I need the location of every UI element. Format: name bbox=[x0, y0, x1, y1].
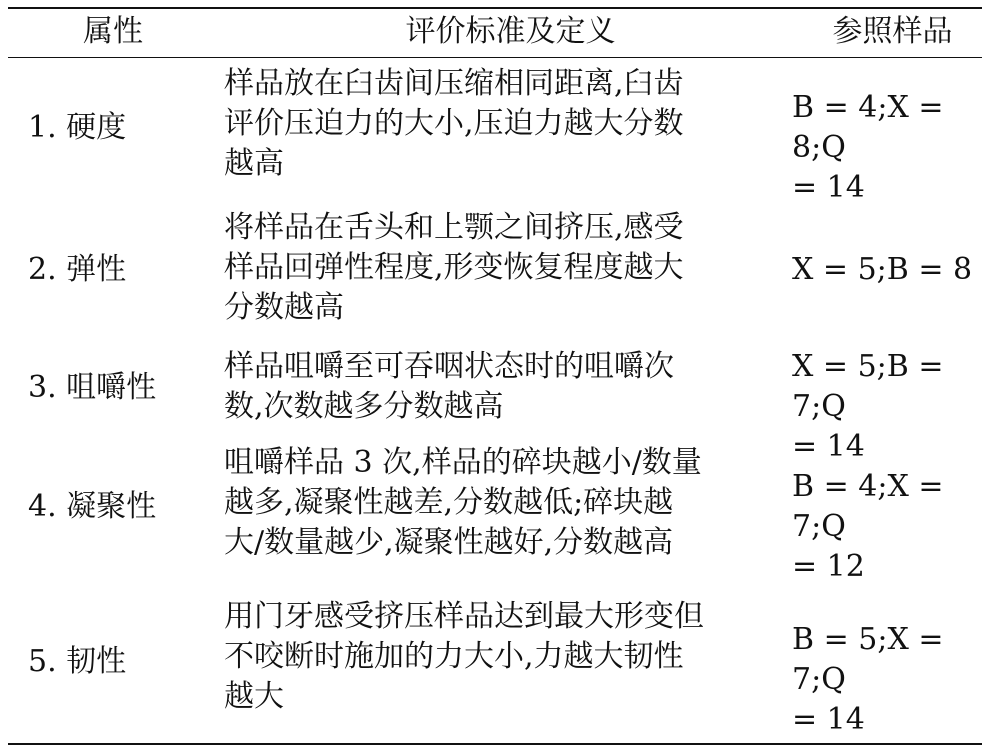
definition-line: 评价压迫力的大小,压迫力越大分数 bbox=[224, 106, 684, 141]
reference-line: = 12 bbox=[792, 549, 865, 584]
definition-cell bbox=[224, 597, 784, 717]
reference-line: B = 4;X = 7;Q bbox=[792, 469, 944, 544]
reference-cell bbox=[792, 467, 982, 587]
table-bottom-rule bbox=[8, 743, 982, 745]
definition-line: 将样品在舌头和上颚之间挤压,感受 bbox=[224, 210, 684, 245]
header-reference: 参照样品 bbox=[832, 14, 953, 49]
definition-line: 不咬断时施加的力大小,力越大韧性 bbox=[224, 639, 684, 674]
definition-line: 用门牙感受挤压样品达到最大形变但 bbox=[224, 599, 704, 634]
definition-line: 样品放在臼齿间压缩相同距离,臼齿 bbox=[224, 66, 684, 101]
definition-cell bbox=[224, 208, 784, 328]
table-top-rule bbox=[8, 7, 982, 9]
definition-line: 分数越高 bbox=[224, 290, 344, 325]
definition-cell bbox=[224, 347, 784, 427]
definition-cell bbox=[224, 64, 784, 184]
definition-line: 咀嚼样品 3 次,样品的碎块越小/数量 bbox=[224, 445, 702, 480]
reference-line: = 14 bbox=[792, 702, 865, 737]
header-definition: 评价标准及定义 bbox=[405, 14, 616, 49]
reference-cell bbox=[792, 250, 982, 290]
reference-cell bbox=[792, 88, 982, 208]
definition-line: 越多,凝聚性越差,分数越低;碎块越 bbox=[224, 485, 674, 520]
definition-line: 样品咀嚼至可吞咽状态时的咀嚼次 bbox=[224, 349, 674, 384]
reference-cell bbox=[792, 347, 982, 467]
reference-line: B = 5;X = 7;Q bbox=[792, 622, 944, 697]
definition-cell bbox=[224, 443, 784, 563]
header-attribute: 属性 bbox=[83, 14, 143, 49]
attribute-cell: 3. 咀嚼性 bbox=[28, 370, 157, 405]
attribute-cell: 4. 凝聚性 bbox=[28, 489, 157, 524]
table-header-rule bbox=[8, 57, 982, 58]
definition-line: 越大 bbox=[224, 679, 284, 714]
reference-line: X = 5;B = 8 bbox=[792, 252, 973, 287]
reference-line: = 14 bbox=[792, 170, 865, 205]
reference-line: = 14 bbox=[792, 429, 865, 464]
reference-cell bbox=[792, 620, 982, 740]
reference-line: B = 4;X = 8;Q bbox=[792, 90, 944, 165]
definition-line: 大/数量越少,凝聚性越好,分数越高 bbox=[224, 525, 674, 560]
definition-line: 样品回弹性程度,形变恢复程度越大 bbox=[224, 250, 684, 285]
attribute-cell: 2. 弹性 bbox=[28, 252, 127, 287]
reference-line: X = 5;B = 7;Q bbox=[792, 349, 944, 424]
attribute-cell: 1. 硬度 bbox=[28, 110, 127, 145]
definition-line: 越高 bbox=[224, 146, 284, 181]
definition-line: 数,次数越多分数越高 bbox=[224, 389, 504, 424]
attribute-cell: 5. 韧性 bbox=[28, 644, 127, 679]
texture-evaluation-table bbox=[8, 0, 982, 752]
